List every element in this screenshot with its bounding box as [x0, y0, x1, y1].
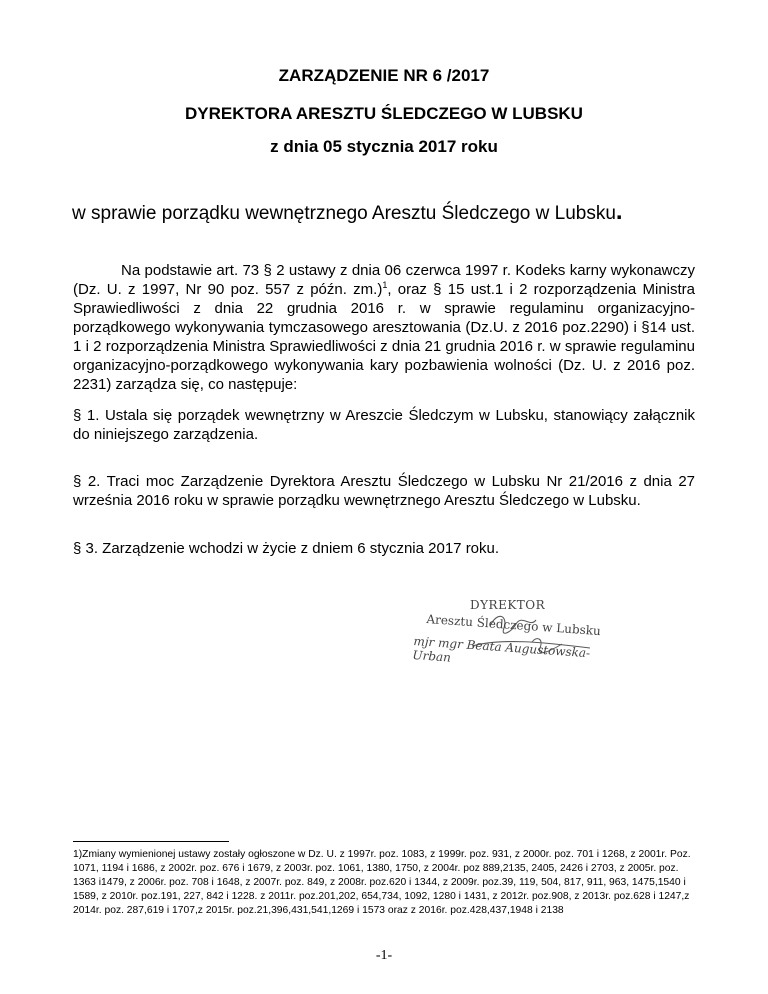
- subject-text: w sprawie porządku wewnętrznego Aresztu Śledczego w Lubsku: [72, 203, 616, 224]
- footnote-separator: [73, 841, 229, 842]
- legal-basis-paragraph: [73, 261, 695, 394]
- stamp-title: DYREKTOR: [470, 598, 546, 612]
- section-3: § 3. Zarządzenie wchodzi w życie z dniem 6 stycznia 2017 roku.: [73, 540, 500, 557]
- legal-basis-text-before: Na podstawie art. 73 § 2 ustawy z dnia 06 czerwca 1997 r. Kodeks karny wykonawczy (Dz. U. z 1997, Nr 90 poz. 557 z późn. zm.): [73, 262, 695, 298]
- document-subject: [72, 198, 623, 226]
- document-date: z dnia 05 stycznia 2017 roku: [270, 137, 498, 156]
- document-title: ZARZĄDZENIE NR 6 /2017: [278, 66, 490, 85]
- subject-end-mark: .: [615, 198, 623, 225]
- footnote-reference: 1: [382, 280, 388, 290]
- page-number: -1-: [375, 948, 393, 963]
- issuer-title: DYREKTORA ARESZTU ŚLEDCZEGO W LUBSKU: [185, 104, 583, 123]
- stamp-institution: Aresztu Śledczego w Lubsku: [426, 612, 602, 639]
- section-2: § 2. Traci moc Zarządzenie Dyrektora Aresztu Śledczego w Lubsku Nr 21/2016 z dnia 27 września 2016 roku w sprawie porządku wewnętrznego Aresztu Śledczego w Lubsku.: [73, 473, 695, 509]
- section-1: § 1. Ustala się porządek wewnętrzny w Areszcie Śledczym w Lubsku, stanowiący załącznik do niniejszego zarządzenia.: [73, 407, 695, 443]
- stamp-signatory: mjr mgr Beata Augustowska-Urban: [412, 634, 591, 665]
- legal-basis-text-after: , oraz § 15 ust.1 i 2 rozporządzenia Ministra Sprawiedliwości z dnia 22 grudnia 2016 r. w sprawie regulaminu organizacyjno-porządkowego wykonywania tymczasowego aresztowania (Dz.U. z 2016 poz.2290) i §14 ust. 1 i 2 rozporządzenia Ministra Sprawiedliwości z dnia 21 grudnia 2016 r. w sprawie regulaminu organizacyjno-porządkowego wykonywania kary pozbawienia wolności (Dz. U. z 2016 poz. 2231) zarządza się, co następuje:: [73, 281, 695, 393]
- director-stamp: [412, 598, 622, 678]
- footnote: 1)Zmiany wymienionej ustawy zostały ogłoszone w Dz. U. z 1997r. poz. 1083, z 1999r. poz. 931, z 2000r. poz. 701 i 1268, z 2001r. Poz. 1071, 1194 i 1686, z 2002r. poz. 676 i 1679, z 2003r. poz. 1061, 1380, 1750, z 2004r. poz 889,2135, 2405, 2426 i 2703, z 2005r. poz. 1363 i1479, z 2006r. poz. 708 i 1648, z 2007r. poz. 849, z 2008r. poz.620 i 1344, z 2009r. poz.39, 119, 504, 817, 911, 963, 1475,1540 i 1589, z 2010r. poz.191, 227, 842 i 1228. z 2011r. poz.201,202, 654,734, 1092, 1280 i 1431, z 2012r. poz.908, z 2013r. poz.628 i 1247,z 2014r. poz. 287,619 i 1707,z 2015r. poz.21,396,431,541,1269 i 1573 oraz z 2016r. poz.428,437,1948 i 2138: [73, 849, 691, 916]
